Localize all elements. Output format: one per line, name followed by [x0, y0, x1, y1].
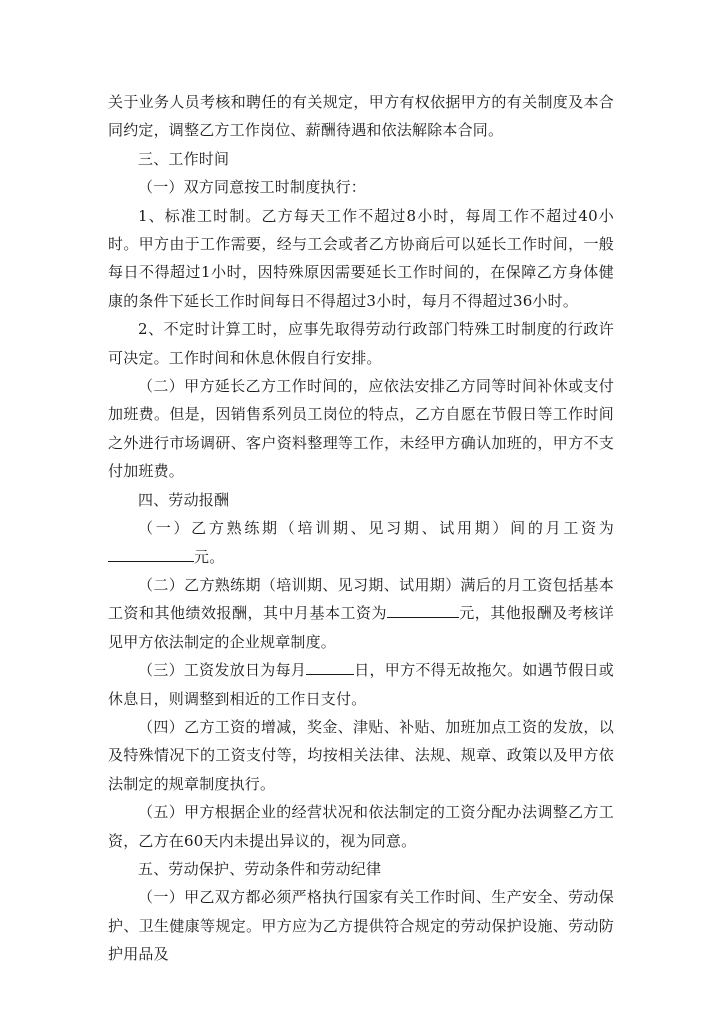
clause-payday — [108, 656, 614, 713]
clause-salary-review: （五）甲方根据企业的经营状况和依法制定的工资分配办法调整乙方工资，乙方在60天内未提出异议的，视为同意。 — [108, 803, 614, 850]
clause-text: 元。 — [194, 547, 225, 566]
clause-text: （一）乙方熟练期（培训期、见习期、试用期）间的月工资为 — [138, 519, 614, 538]
clause-standard-hours: 1、标准工时制。乙方每天工作不超过8小时，每周工作不超过40小时。甲方由于工作需要，经与工会或者乙方协商后可以延长工作时间，一般每日不得超过1小时，因特殊原因需要延长工作时间的，在保障乙方身体健康的条件下延长工作时间每日不得超过3小时，每月不得超过36小时。 — [108, 206, 614, 310]
clause-base-salary — [108, 571, 614, 656]
clause-safety-standards: （一）甲乙双方都必须严格执行国家有关工作时间、生产安全、劳动保护、卫生健康等规定。甲方应为乙方提供符合规定的劳动保护设施、劳动防护用品及 — [108, 888, 614, 964]
clause-text: 元，其他报酬及考核详见甲方依法制定的企业规章制度。 — [108, 604, 614, 651]
clause-text: （三）工资发放日为每月 — [138, 661, 307, 680]
section-heading-labor-protection: 五、劳动保护、劳动条件和劳动纪律 — [138, 859, 382, 878]
contract-text — [108, 88, 614, 969]
clause-text: （二）乙方熟练期（培训期、见习期、试用期）满后的月工资包括基本工资和其他绩效报酬，其中月基本工资为 — [108, 575, 614, 623]
section-heading-working-hours: 三、工作时间 — [138, 149, 230, 168]
clause-flexible-hours: 2、不定时计算工时，应事先取得劳动行政部门特殊工时制度的行政许可决定。工作时间和休息休假自行安排。 — [108, 320, 614, 367]
section-heading-remuneration: 四、劳动报酬 — [138, 490, 230, 509]
clause-salary-adjustments: （四）乙方工资的增减，奖金、津贴、补贴、加班加点工资的发放，以及特殊情况下的工资支付等，均按相关法律、法规、规章、政策以及甲方依法制定的规章制度执行。 — [108, 717, 614, 793]
clause-text: 日，甲方不得无故拖欠。如遇节假日或休息日，则调整到相近的工作日支付。 — [108, 661, 614, 708]
base-salary-blank — [387, 603, 459, 618]
probation-salary-blank — [108, 547, 194, 562]
payday-blank — [306, 660, 354, 675]
clause-working-hours-system: （一）双方同意按工时制度执行： — [138, 178, 367, 197]
clause-overtime: （二）甲方延长乙方工作时间的，应依法安排乙方同等时间补休或支付加班费。但是，因销售系列员工岗位的特点，乙方自愿在节假日等工作时间之外进行市场调研、客户资料整理等工作，未经甲方确认加班的，甲方不支付加班费。 — [108, 377, 614, 481]
clause-probation-salary — [108, 514, 614, 571]
paragraph-assessment-clause: 关于业务人员考核和聘任的有关规定，甲方有权依据甲方的有关制度及本合同约定，调整乙方工作岗位、薪酬待遇和依法解除本合同。 — [108, 93, 614, 140]
